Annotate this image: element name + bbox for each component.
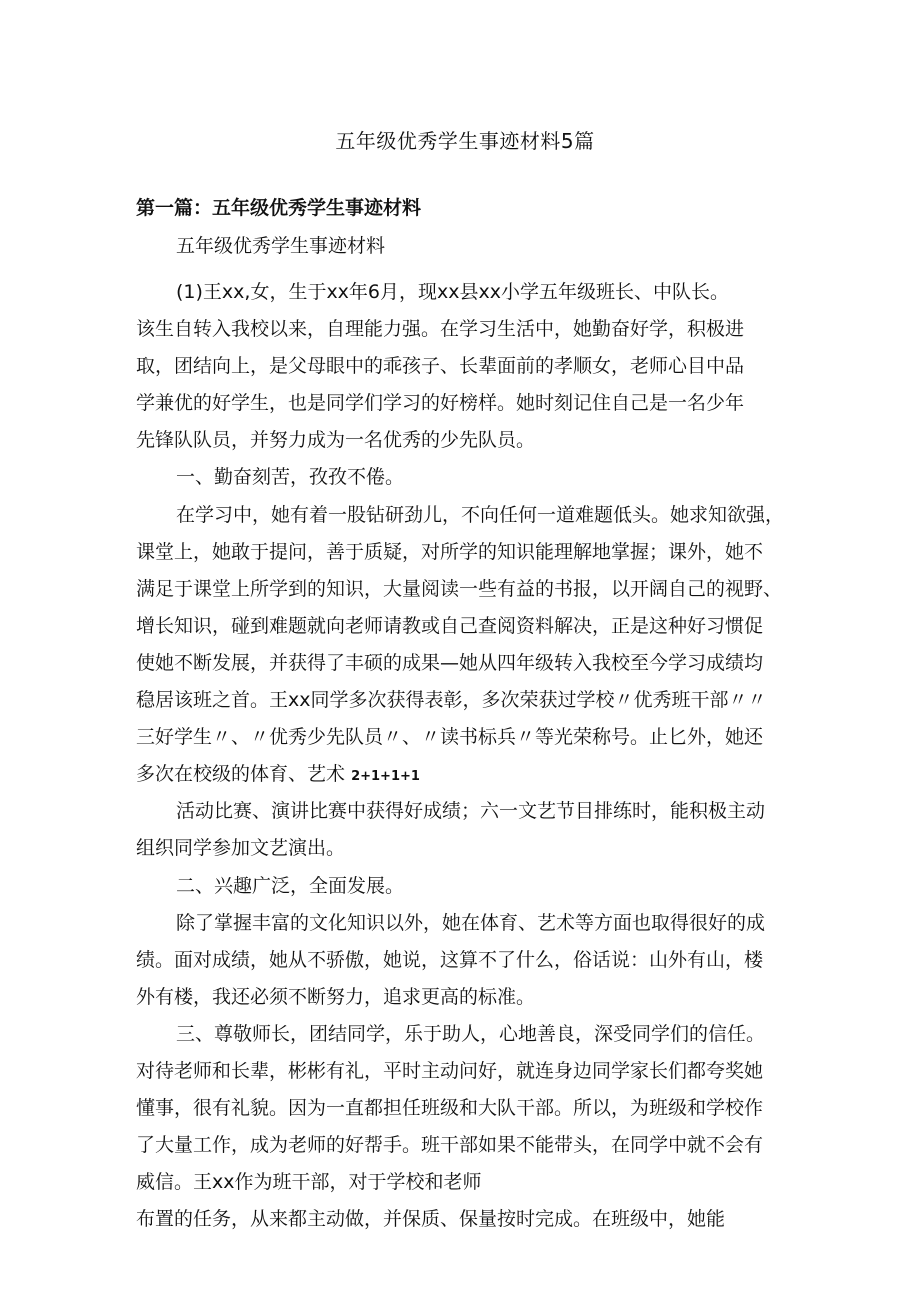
inline-note: 2+1+1+1 [351, 769, 420, 785]
paragraph-line: 使她不断发展，并获得了丰硕的成果—她从四年级转入我校至今学习成绩均 [136, 651, 764, 674]
paragraph-line: 稳居该班之首。王xx同学多次获得表彰，多次荣获过学校〃优秀班干部〃〃 [136, 689, 767, 712]
paragraph-line: 先锋队队员，并努力成为一名优秀的少先队员。 [136, 429, 536, 452]
paragraph-line: (1)王xx,女，生于xx年6月，现xx县xx小学五年级班长、中队长。 [176, 281, 729, 303]
paragraph-line: 该生自转入我校以来，自理能力强。在学习生活中，她勤奋好学，积极进 [136, 318, 745, 341]
document-title: 五年级优秀学生事迹材料5篇 [335, 129, 595, 153]
body-text [136, 274, 816, 1238]
paragraph-line: 课堂上，她敢于提问，善于质疑，对所学的知识能理解地掌握；课外，她不 [136, 540, 764, 563]
paragraph-line: 对待老师和长辈，彬彬有礼，平时主动问好，就连身边同学家长们都夸奖她 [136, 1059, 764, 1082]
paragraph-line: 除了掌握丰富的文化知识以外，她在体育、艺术等方面也取得很好的成 [176, 911, 766, 934]
paragraph-line: 威信。王xx作为班干部，对于学校和老师 [136, 1171, 482, 1194]
section-heading: 第一篇：五年级优秀学生事迹材料 [136, 197, 422, 219]
section-line: 三、尊敬师长，团结同学，乐于助人，心地善良，深受同学们的信任。 [176, 1022, 766, 1045]
paragraph-line: 了大量工作，成为老师的好帮手。班干部如果不能带头，在同学中就不会有 [136, 1134, 764, 1157]
paragraph-line: 布置的任务，从来都主动做，并保质、保量按时完成。在班级中，她能 [136, 1208, 726, 1231]
paragraph-line-text: 多次在校级的体育、艺术 [136, 763, 346, 786]
paragraph-line: 绩。面对成绩，她从不骄傲，她说，这算不了什么，俗话说：山外有山，楼 [136, 948, 764, 971]
paragraph-line: 增长知识，碰到难题就向老师请教或自己查阅资料解决，正是这种好习惯促 [136, 614, 764, 637]
paragraph-line: 三好学生〃、〃优秀少先队员〃、〃读书标兵〃等光荣称号。止匕外，她还 [136, 726, 764, 749]
paragraph-line: 组织同学参加文艺演出。 [136, 837, 346, 860]
paragraph-line: 学兼优的好学生，也是同学们学习的好榜样。她时刻记住自己是一名少年 [136, 392, 745, 415]
paragraph-line: 满足于课堂上所学到的知识，大量阅读一些有益的书报，以开阔自己的视野、 [136, 577, 783, 600]
paragraph-line: 在学习中，她有着一股钻研劲儿，不向任何一道难题低头。她求知欲强， [176, 503, 785, 526]
paragraph-line: 懂事，很有礼貌。因为一直都担任班级和大队干部。所以，为班级和学校作 [136, 1097, 764, 1120]
section-line: 一、勤奋刻苦，孜孜不倦。 [176, 466, 405, 489]
paragraph-line-with-note [136, 756, 816, 793]
document-subtitle: 五年级优秀学生事迹材料 [176, 235, 386, 257]
paragraph-line: 外有楼，我还必须不断努力，追求更高的标准。 [136, 985, 536, 1008]
paragraph-line: 取，团结向上，是父母眼中的乖孩子、长辈面前的孝顺女，老师心目中品 [136, 355, 745, 378]
paragraph-line: 活动比赛、演讲比赛中获得好成绩；六一文艺节目排练时，能积极主动 [176, 800, 766, 823]
section-line: 二、兴趣广泛，全面发展。 [176, 874, 405, 897]
